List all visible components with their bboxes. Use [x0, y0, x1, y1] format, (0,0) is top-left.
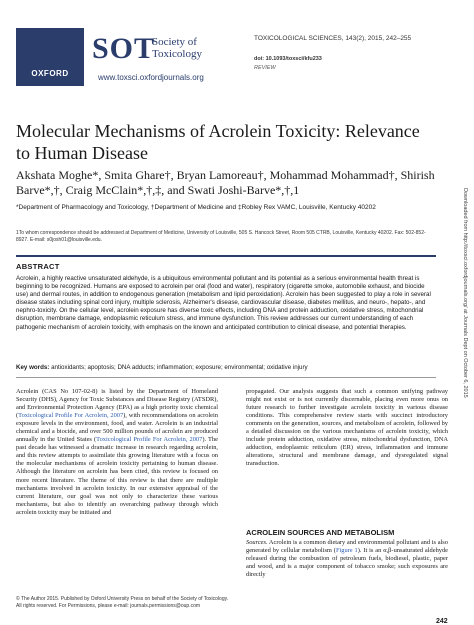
affiliations: *Department of Pharmacology and Toxicology, †Department of Medicine and ‡Robley Rex VAMC, Louisville, Kentucky 40202	[16, 204, 376, 211]
subsection-label: Sources.	[246, 539, 268, 546]
journal-website[interactable]: www.toxsci.oxfordjournals.org	[98, 73, 204, 82]
body-column-left	[16, 388, 218, 517]
article-title: Molecular Mechanisms of Acrolein Toxicity: Relevance to Human Disease	[16, 121, 420, 163]
body-text: ). It is an α,β-unsaturated aldehyde released during the combustion of petroleum fuels, biodiesel, plastic, paper and wood, and is a major component of tobacco smoke; such exposures are directly	[246, 547, 448, 579]
permissions-line: All rights reserved. For Permissions, please e-mail: journals.permissions@oup.com	[16, 602, 201, 609]
abstract-divider	[16, 377, 436, 378]
keywords	[16, 364, 436, 371]
correspondence-note: 1To whom correspondence should be addressed at Department of Medicine, University of Louisville, 505 S. Hancock Street, Room 505 CTRB, Louisville, Kentucky 40202. Fax: 502-852-8927. E-mail: s0josh01@louisville.edu.	[16, 230, 426, 243]
keywords-label: Key words:	[16, 364, 50, 371]
abstract-heading: ABSTRACT	[16, 262, 60, 271]
figure-link[interactable]: Figure 1	[335, 547, 358, 555]
citation-link[interactable]: Toxicological Profile For Acrolein, 2007	[96, 436, 203, 444]
section-heading: ACROLEIN SOURCES AND METABOLISM	[246, 528, 395, 537]
download-note: Downloaded from http://toxsci.oxfordjournals.org/ at Journals Dept on October 6, 2015	[462, 188, 468, 398]
article-type: REVIEW	[254, 65, 276, 71]
citation-link[interactable]: Toxicological Profile For Acrolein, 2007	[18, 412, 124, 420]
publisher-logo-text: OXFORD	[31, 69, 69, 78]
body-text: ). The past decade has witnessed a dramatic increase in research regarding acrolein, and this review attempts to assimilate this growing literature with a focus on the molecular mechanisms of acrolein toxicity pertaining to human disease. Although the literature on acrolein has been cited, this review is focused on more recent literature. The theme of this review is that there are multiple mechanisms involved in acrolein toxicity. In our extensive appraisal of the current literature, our goal was not only to characterize these various mechanisms, but also to identify an overarching pathway through which acrolein toxicity may be initiated and	[16, 436, 218, 516]
download-sidebar	[460, 190, 470, 450]
body-column-right	[246, 388, 448, 468]
society-logo: SOT	[92, 32, 156, 65]
author-list: Akshata Moghe*, Smita Ghare†, Bryan Lamoreau†, Mohammad Mohammad†, Shirish Barve*,†, Craig McClain*,†,‡, and Swati Joshi-Barve*,†,1	[16, 168, 435, 197]
publisher-logo	[16, 28, 84, 86]
keywords-list: antioxidants; apoptosis; DNA adducts; inflammation; exposure; environmental; oxidative injury	[49, 364, 308, 371]
body-text: propagated. Our analysis suggests that such a common unifying pathway might not exist or is not currently discernable, placing even more onus on future research to further investigate acrolein toxicity in various disease conditions. This comprehensive review starts with succinct introductory comments on the generation, sources, and metabolism of acrolein, followed by a detailed discussion on the various mechanisms of acrolein toxicity, which include protein adduction, oxidative stress, mitochondrial dysfunction, DNA adduction, endoplasmic reticulum (ER) stress, inflammation and immune alterations, structural and membrane damage, and dysregulated signal transduction.	[246, 388, 448, 468]
abstract-text: Acrolein, a highly reactive unsaturated aldehyde, is a ubiquitous environmental pollutant and its potential as a serious environmental health threat is beginning to be recognized. Humans are exposed to acrolein per oral (food and water), respiratory (cigarette smoke, automobile exhaust, and biocide use) and dermal routes, in addition to endogenous generation (metabolism and lipid peroxidation). Acrolein has been suggested to play a role in several disease states including spinal cord injury, multiple sclerosis, Alzheimer's disease, cardiovascular disease, diabetes mellitus, and neuro-, hepato-, and nephro-toxicity. On the cellular level, acrolein exposure has diverse toxic effects, including DNA and protein adduction, oxidative stress, mitochondrial disruption, membrane damage, endoplasmic reticulum stress, and immune dysfunction. This review addresses our current understanding of each pathogenic mechanism of acrolein toxicity, with emphasis on the known and anticipated contribution to clinical disease, and potential therapies.	[16, 275, 431, 331]
society-name: Society of Toxicology	[152, 36, 202, 60]
body-text: Acrolein (CAS No 107-02-8) is listed by the Department of Homeland Security (DHS), Agency for Toxic Substances and Disease Registry (ATSDR), and Environmental Protection Agency (EPA) as a high priority toxic chemical (	[16, 388, 218, 420]
body-text: Acrolein is a common dietary and environmental pollutant and is also generated by cellular metabolism (	[246, 539, 448, 555]
page-number: 242	[436, 618, 448, 625]
copyright-line: © The Author 2015. Published by Oxford University Press on behalf of the Society of Toxicology.	[16, 596, 229, 602]
section-text	[246, 539, 448, 579]
journal-citation: TOXICOLOGICAL SCIENCES, 143(2), 2015, 242–255	[254, 35, 412, 42]
body-text: ), with recommendations on acrolein exposure levels in the environment, food, and water. Acrolein is an industrial chemical and a biocide, and over 500 million pounds of acrolein are produced annually in the United States (	[16, 412, 218, 444]
doi[interactable]: doi: 10.1093/toxsci/kfu233	[254, 56, 322, 62]
footer-copyright	[16, 596, 316, 609]
